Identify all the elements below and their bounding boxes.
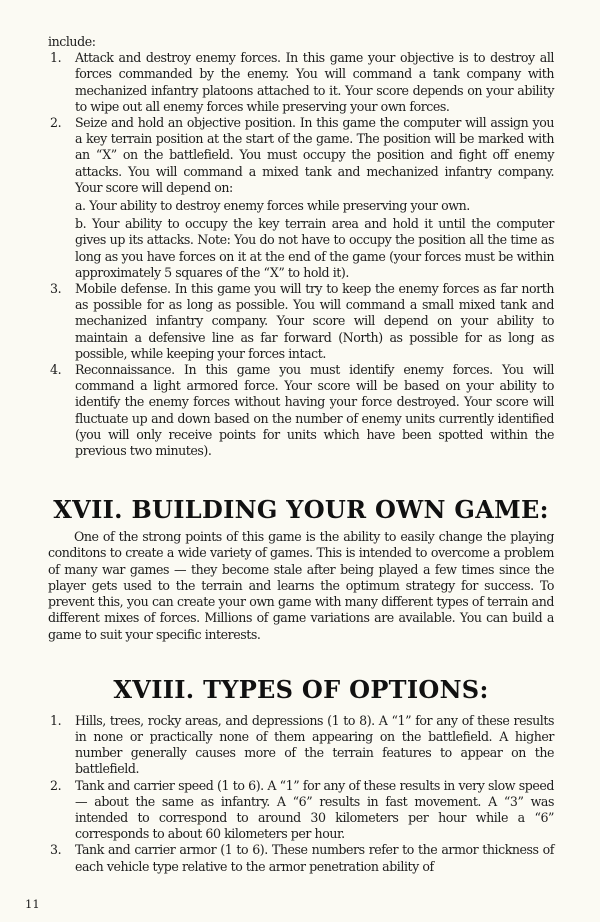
item-text: Hills, trees, rocky areas, and depressions (1 to 8). A “1” for any of these results in none or practically none of them appearing on the battlefield. A higher number generally causes more of the terrain features to appear on the battlefield. bbox=[75, 712, 554, 777]
item-text: Seize and hold an objective position. In this game the computer will assign you a key terrain position at the start of the game. The position will be marked with an “X” on the battlefield. You must occupy the position and fight off enemy attacks. You will command a mixed tank and mechanized infantry company. Your score will depend on: bbox=[75, 115, 554, 195]
criterion-text: b. Your ability to occupy the key terrain area and hold it until the computer gives up its attacks. Note: You do not have to occupy the position all the time as long as you have forces on it at the end of the game (your forces must be within approximately 5 squares of the “X” to hold it). bbox=[75, 216, 554, 280]
section-heading: XVIII. TYPES OF OPTIONS: bbox=[113, 674, 489, 704]
item-text: Mobile defense. In this game you will try to keep the enemy forces as far north as possible for as long as possible. You will command a small mixed tank and mechanized infantry company. Your score will depend on your ability to maintain a defensive line as far forward (North) as possible for as long as possible, while keeping your forces intact. bbox=[75, 281, 554, 361]
item-text: Attack and destroy enemy forces. In this game your objective is to destroy all forces commanded by the enemy. You will command a tank company with mechanized infantry platoons attached to it. Your score depends on your ability to wipe out all enemy forces while preserving your own forces. bbox=[75, 50, 554, 114]
options-section bbox=[48, 713, 554, 875]
page-number: 11 bbox=[25, 897, 40, 911]
objective-item bbox=[48, 115, 554, 281]
score-criteria-list bbox=[75, 198, 554, 281]
item-text: Tank and carrier speed (1 to 6). A “1” for any of these results in very slow speed — about the same as infantry. A “6” results in fast movement. A “3” was intended to correspond to around 30 kilometers per hour while a “6” corresponds to about 60 kilometers per hour. bbox=[75, 777, 554, 842]
option-item bbox=[48, 842, 554, 874]
objective-item bbox=[48, 281, 554, 362]
item-text: Tank and carrier armor (1 to 6). These numbers refer to the armor thickness of each vehicle type relative to the armor penetration ability of bbox=[75, 842, 554, 874]
item-number: 2. bbox=[50, 777, 62, 793]
criterion-text: a. Your ability to destroy enemy forces while preserving your own. bbox=[75, 198, 470, 214]
item-number: 4. bbox=[50, 362, 62, 378]
score-criterion bbox=[75, 216, 554, 281]
score-criterion bbox=[75, 198, 554, 214]
section-body: One of the strong points of this game is the ability to easily change the playing conditons to create a wide variety of games. This is intended to overcome a problem of many war games — they become stale after being played a few times since the player gets used to the terrain and learns the optimum strategy for success. To prevent this, you can create your own game with many different types of terrain and different mixes of forces. Millions of game variations are available. You can build a game to suit your specific interests. bbox=[48, 529, 554, 642]
options-list bbox=[48, 713, 554, 875]
objective-item bbox=[48, 362, 554, 459]
objective-list bbox=[48, 50, 554, 459]
intro-text: include: bbox=[48, 34, 96, 49]
objective-item bbox=[48, 50, 554, 115]
item-number: 1. bbox=[50, 712, 62, 728]
item-number: 3. bbox=[50, 842, 62, 858]
item-number: 3. bbox=[50, 281, 62, 297]
game-objectives bbox=[48, 34, 554, 459]
item-number: 1. bbox=[50, 50, 62, 66]
section-heading: XVII. BUILDING YOUR OWN GAME: bbox=[53, 495, 549, 525]
item-number: 2. bbox=[50, 115, 62, 131]
option-item bbox=[48, 713, 554, 778]
option-item bbox=[48, 778, 554, 843]
item-text: Reconnaissance. In this game you must identify enemy forces. You will command a light armored force. Your score will be based on your ability to identify the enemy forces without having your force destroyed. Your score will fluctuate up and down based on the number of enemy units currently identified (you will only receive points for units which have been spotted within the previous two minutes). bbox=[75, 362, 554, 459]
